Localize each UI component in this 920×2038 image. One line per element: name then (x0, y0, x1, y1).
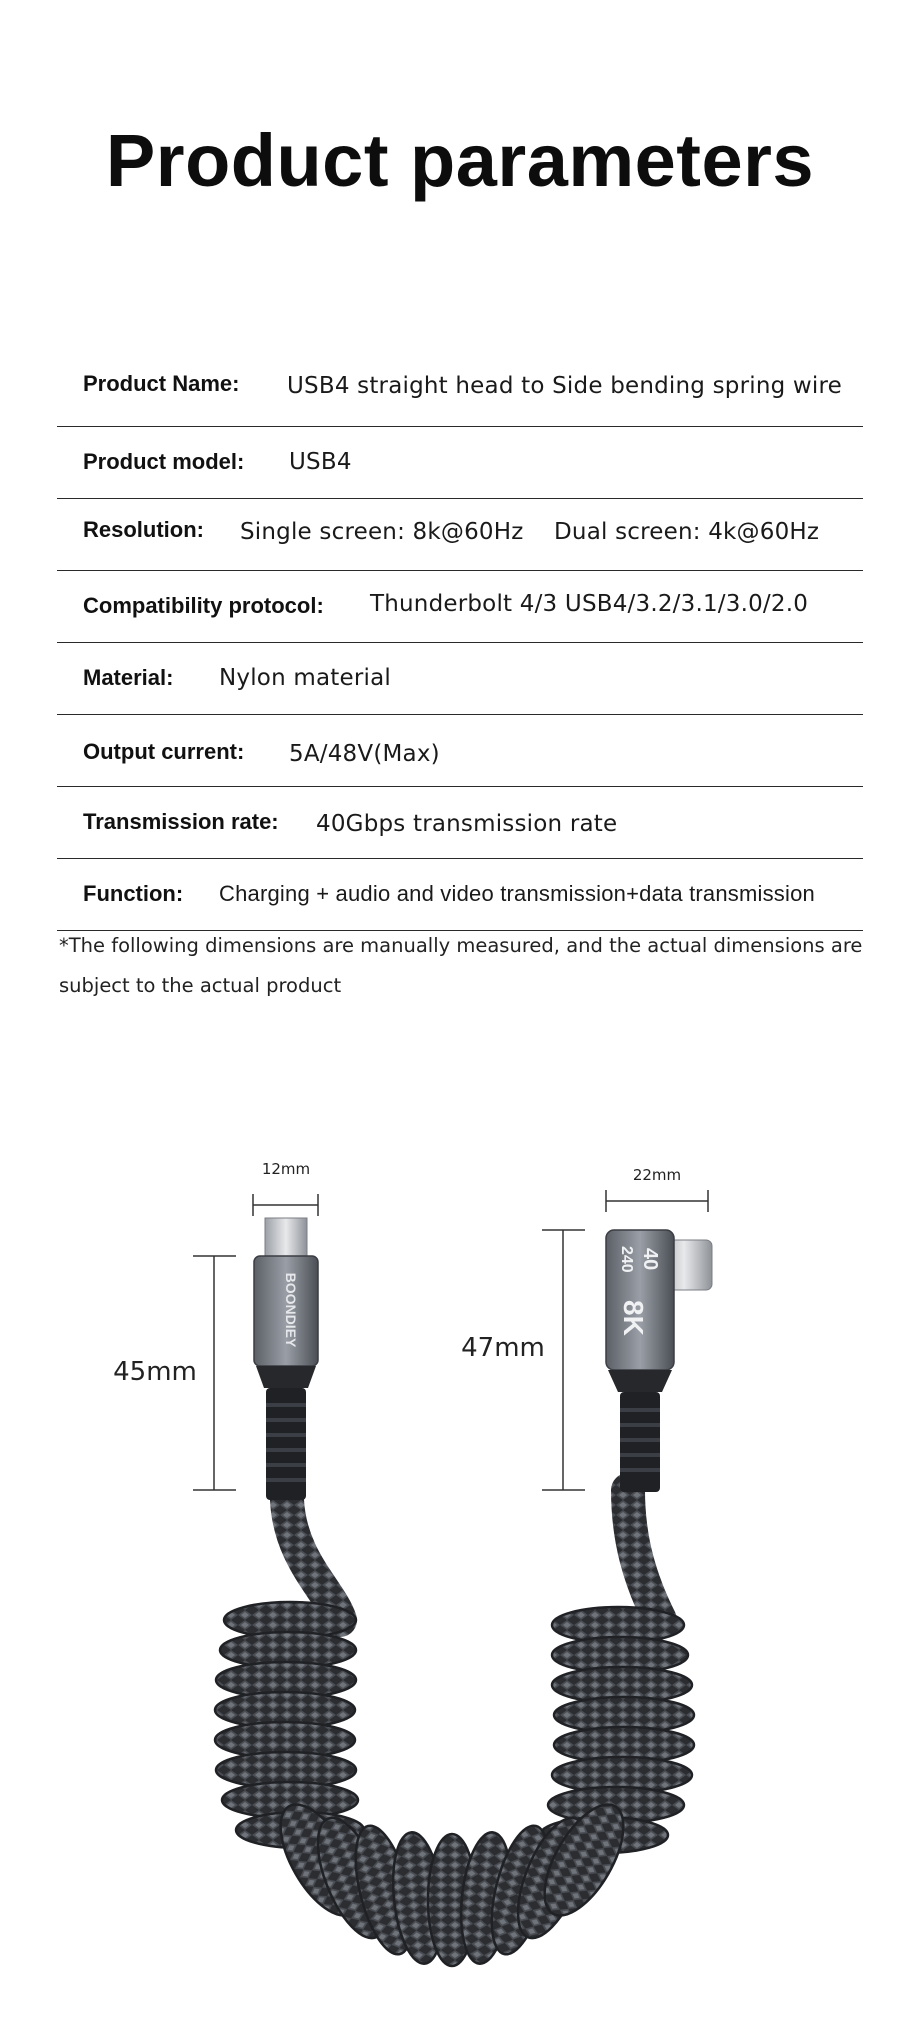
speed-badge: 40 (639, 1248, 661, 1271)
param-label: Compatibility protocol: (83, 593, 324, 618)
param-row-product-model (57, 427, 863, 499)
left-width-label: 12mm (261, 1160, 311, 1178)
cable-illustration (0, 1120, 920, 2000)
param-label: Material: (83, 665, 174, 690)
param-label: Product Name: (83, 371, 240, 396)
param-value: Nylon material (219, 665, 391, 691)
left-straight-connector (254, 1218, 318, 1500)
param-value: Thunderbolt 4/3 USB4/3.2/3.1/3.0/2.0 (370, 591, 809, 617)
param-value: 5A/48V(Max) (289, 741, 440, 767)
resolution-badge: 8K (618, 1300, 649, 1336)
param-value: 40Gbps transmission rate (316, 811, 618, 837)
parameters-table (57, 355, 863, 931)
cable-dimension-figure (0, 1120, 920, 2000)
right-length-dimension (461, 1230, 585, 1490)
param-value: Single screen: 8k@60Hz (240, 519, 524, 545)
param-value: USB4 (289, 449, 352, 475)
brand-logo: BOONDIEY (283, 1272, 299, 1348)
right-width-dimension (606, 1166, 708, 1212)
param-value: Charging + audio and video transmission+data transmission (219, 881, 815, 906)
param-row-product-name (57, 355, 863, 427)
left-length-dimension (113, 1256, 236, 1490)
power-badge: 240 (618, 1246, 635, 1273)
param-row-transmission-rate (57, 787, 863, 859)
param-value-secondary: Dual screen: 4k@60Hz (554, 519, 820, 545)
param-value: USB4 straight head to Side bending spring wire (287, 373, 843, 399)
right-width-label: 22mm (632, 1166, 682, 1184)
param-label: Function: (83, 881, 184, 906)
param-label: Transmission rate: (83, 809, 279, 834)
left-length-label: 45mm (113, 1357, 197, 1387)
left-width-dimension (253, 1160, 318, 1216)
param-row-compatibility (57, 571, 863, 643)
param-label: Product model: (83, 449, 245, 474)
coiled-cable (215, 1490, 694, 1966)
param-row-resolution (57, 499, 863, 571)
param-label: Output current: (83, 739, 245, 764)
param-row-function (57, 859, 863, 931)
right-length-label: 47mm (461, 1333, 545, 1363)
param-label: Resolution: (83, 517, 204, 542)
param-row-material (57, 643, 863, 715)
right-angled-connector (606, 1230, 712, 1492)
dimensions-note: *The following dimensions are manually measured, and the actual dimensions are subject to the actual product (59, 934, 863, 997)
page-title: Product parameters (105, 119, 815, 202)
param-row-output-current (57, 715, 863, 787)
